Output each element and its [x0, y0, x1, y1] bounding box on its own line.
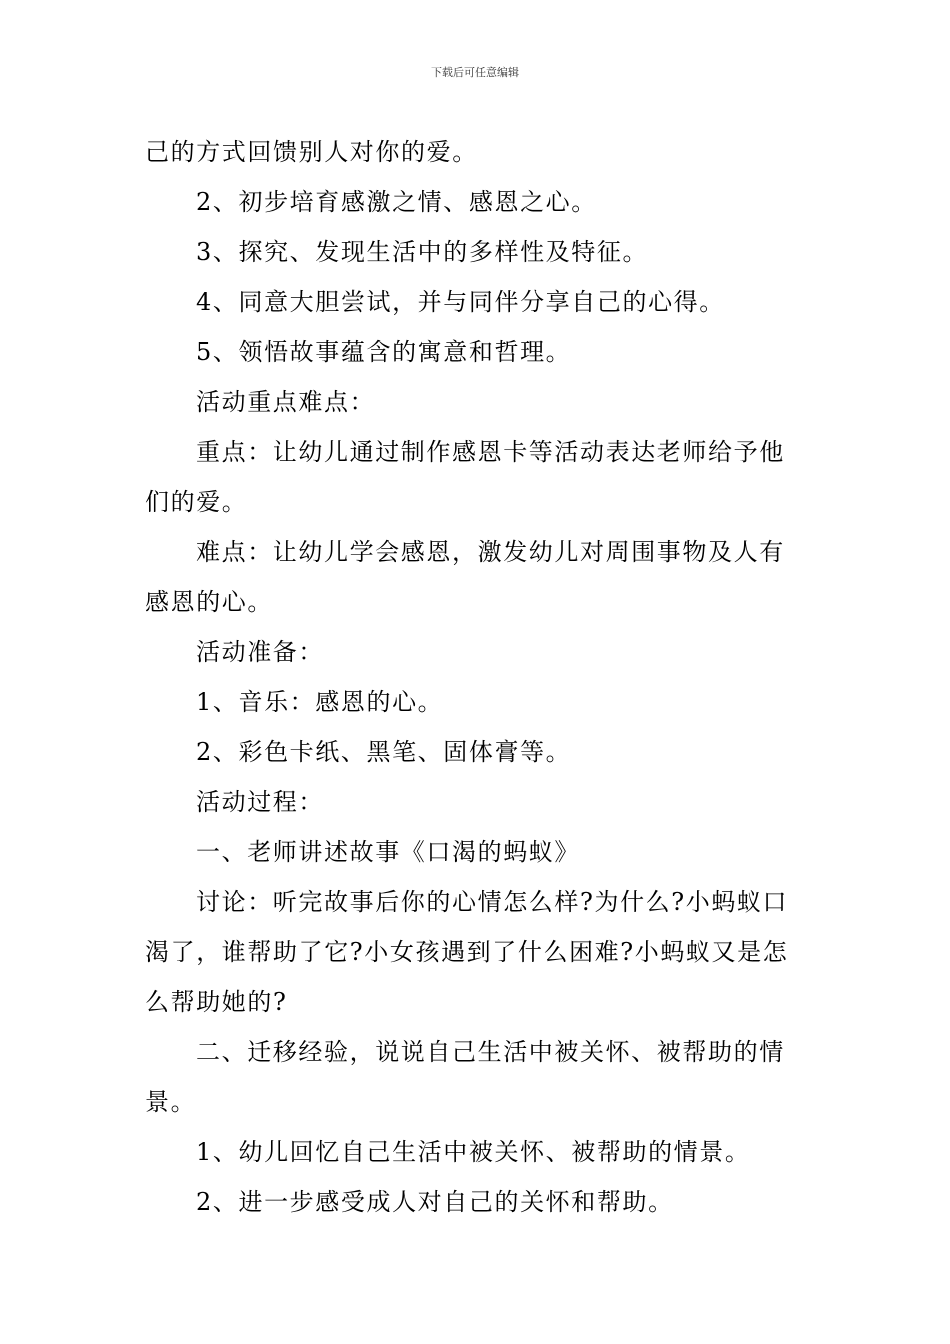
paragraph: 1、幼儿回忆自己生活中被关怀、被帮助的情景。 — [196, 1138, 751, 1166]
paragraph: 3、探究、发现生活中的多样性及特征。 — [196, 238, 649, 266]
paragraph: 讨论：听完故事后你的心情怎么样?为什么?小蚂蚁口渴了，谁帮助了它?小女孩遇到了什么困难?小蚂蚁又是怎么帮助她的? — [145, 888, 789, 1016]
paragraph: 2、初步培育感激之情、感恩之心。 — [196, 188, 597, 216]
section-heading: 活动准备： — [196, 638, 324, 666]
paragraph: 1、音乐：感恩的心。 — [196, 688, 444, 716]
paragraph: 难点：让幼儿学会感恩，激发幼儿对周围事物及人有感恩的心。 — [145, 538, 785, 616]
section-heading: 活动过程： — [196, 788, 324, 816]
paragraph: 己的方式回馈别人对你的爱。 — [145, 138, 478, 166]
paragraph: 2、彩色卡纸、黑笔、固体膏等。 — [196, 738, 572, 766]
paragraph: 二、迁移经验，说说自己生活中被关怀、被帮助的情景。 — [145, 1038, 785, 1116]
paragraph: 重点：让幼儿通过制作感恩卡等活动表达老师给予他们的爱。 — [145, 438, 785, 516]
paragraph: 2、进一步感受成人对自己的关怀和帮助。 — [196, 1188, 674, 1216]
paragraph: 4、同意大胆尝试，并与同伴分享自己的心得。 — [196, 288, 725, 316]
section-heading: 活动重点难点： — [196, 388, 376, 416]
paragraph: 一、老师讲述故事《口渴的蚂蚁》 — [196, 838, 580, 866]
document-body — [145, 127, 810, 1227]
page-header: 下载后可任意编辑 — [431, 66, 519, 79]
paragraph: 5、领悟故事蕴含的寓意和哲理。 — [196, 338, 572, 366]
